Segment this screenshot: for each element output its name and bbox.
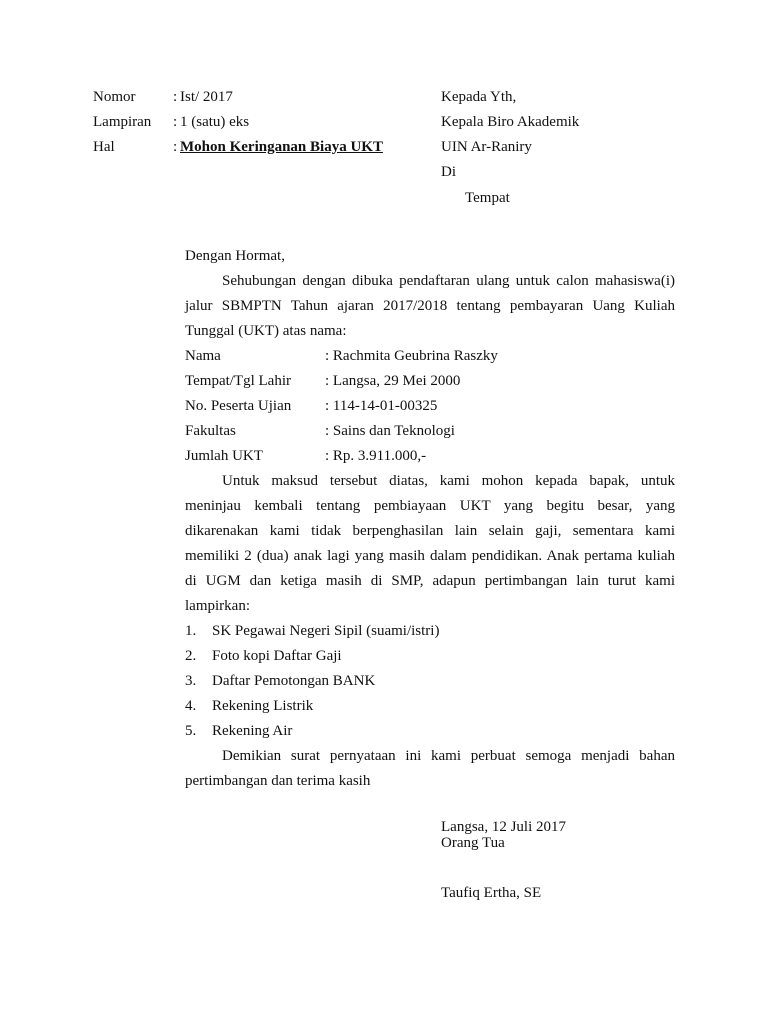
attachment-item: [185, 694, 675, 719]
recipient-line: Kepada Yth,: [441, 89, 517, 105]
attachment-item: [185, 619, 675, 644]
field-label: Nama: [185, 348, 221, 364]
attachment-item: [185, 719, 675, 744]
hal-subject: Mohon Keringanan Biaya UKT: [180, 139, 383, 155]
attachment-text: SK Pegawai Negeri Sipil (suami/istri): [212, 623, 440, 639]
signature-role: Orang Tua: [441, 835, 505, 851]
attachment-number: 4.: [185, 698, 197, 714]
body-line: di UGM dan ketiga masih di SMP, adapun pertimbangan lain turut kami: [185, 573, 675, 589]
attachment-item: [185, 669, 675, 694]
field-value: : Rp. 3.911.000,-: [325, 448, 427, 464]
attachment-text: Rekening Air: [212, 723, 293, 739]
field-row: [185, 369, 675, 394]
field-label: Jumlah UKT: [185, 448, 263, 464]
body-line: Untuk maksud tersebut diatas, kami mohon kepada bapak, untuk: [222, 473, 675, 489]
attachment-item: [185, 644, 675, 669]
field-value: : Langsa, 29 Mei 2000: [325, 373, 461, 389]
field-row: [185, 444, 675, 469]
attachment-number: 1.: [185, 623, 197, 639]
greeting: Dengan Hormat,: [185, 248, 285, 264]
field-row: [185, 419, 675, 444]
nomor-value: Ist/ 2017: [180, 89, 233, 105]
recipient-line: UIN Ar-Raniry: [441, 139, 532, 155]
body-line: dikarenakan kami tidak berpenghasilan lain selain gaji, sementara kami: [185, 523, 675, 539]
attachment-number: 2.: [185, 648, 197, 664]
hal-colon: :: [173, 139, 178, 155]
closing-line: Demikian surat pernyataan ini kami perbuat semoga menjadi bahan: [222, 748, 675, 764]
field-label: Fakultas: [185, 423, 236, 439]
hal-label: Hal: [93, 139, 115, 155]
body-line: memiliki 2 (dua) anak lagi yang masih dalam pendidikan. Anak pertama kuliah: [185, 548, 675, 564]
lampiran-colon: :: [173, 114, 178, 130]
letter-body: [185, 244, 675, 794]
recipient-line: Tempat: [465, 190, 510, 206]
body-line: lampirkan:: [185, 598, 250, 614]
lampiran-value: 1 (satu) eks: [180, 114, 250, 130]
body-line: meninjau kembali tentang pembiayaan UKT yang begitu besar, yang: [185, 498, 675, 514]
attachment-text: Foto kopi Daftar Gaji: [212, 648, 342, 664]
intro-line: jalur SBMPTN Tahun ajaran 2017/2018 tentang pembayaran Uang Kuliah: [185, 298, 675, 314]
field-label: Tempat/Tgl Lahir: [185, 373, 291, 389]
signature-place-date: Langsa, 12 Juli 2017: [441, 819, 566, 835]
nomor-label: Nomor: [93, 89, 136, 105]
attachment-text: Daftar Pemotongan BANK: [212, 673, 376, 689]
attachment-text: Rekening Listrik: [212, 698, 314, 714]
recipient-line: Di: [441, 164, 456, 180]
signature-name: Taufiq Ertha, SE: [441, 885, 542, 901]
field-value: : Rachmita Geubrina Raszky: [325, 348, 498, 364]
intro-line: Sehubungan dengan dibuka pendaftaran ulang untuk calon mahasiswa(i): [222, 273, 675, 289]
field-row: [185, 394, 675, 419]
attachment-number: 3.: [185, 673, 197, 689]
closing-line: pertimbangan dan terima kasih: [185, 773, 371, 789]
field-row: [185, 344, 675, 369]
lampiran-label: Lampiran: [93, 114, 152, 130]
field-label: No. Peserta Ujian: [185, 398, 292, 414]
field-value: : 114-14-01-00325: [325, 398, 438, 414]
recipient-line: Kepala Biro Akademik: [441, 114, 580, 130]
attachment-number: 5.: [185, 723, 197, 739]
field-value: : Sains dan Teknologi: [325, 423, 455, 439]
intro-line: Tunggal (UKT) atas nama:: [185, 323, 347, 339]
nomor-colon: :: [173, 89, 178, 105]
